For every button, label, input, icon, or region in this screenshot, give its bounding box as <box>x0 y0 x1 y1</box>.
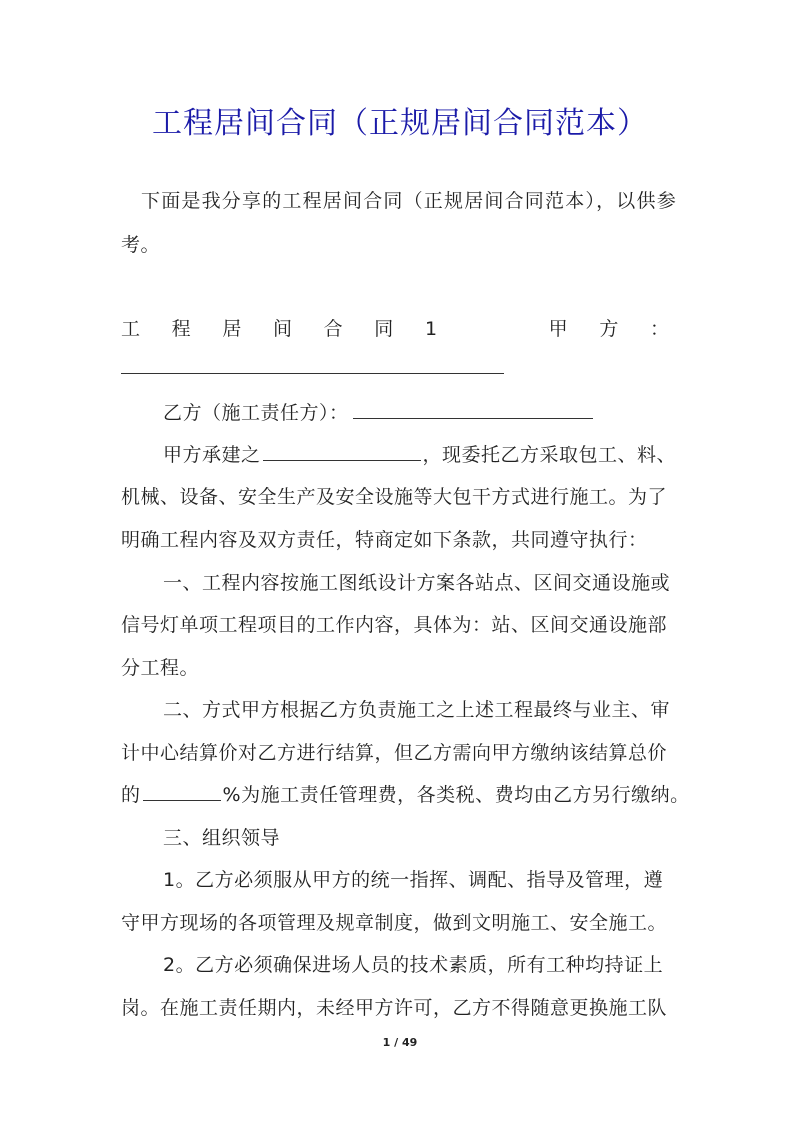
para-e-line-2: 守甲方现场的各项管理及规章制度，做到文明施工、安全施工。 <box>121 912 668 934</box>
heading-char: 同 <box>374 318 394 340</box>
contract-heading-row <box>121 316 669 342</box>
para-f-line-1: 2。乙方必须确保进场人员的技术素质，所有工种均持证上 <box>163 954 664 976</box>
jiafang-blank-line <box>121 372 504 374</box>
percent-blank <box>143 782 221 801</box>
intro-line-2: 考。 <box>121 234 161 256</box>
document-title: 工程居间合同（正规居间合同范本） <box>152 106 648 141</box>
para-a-line-1 <box>163 442 733 468</box>
yifang-line <box>163 400 733 426</box>
para-c-line-1: 二、方式甲方根据乙方负责施工之上述工程最终与业主、审 <box>163 699 671 721</box>
intro-line-1: 下面是我分享的工程居间合同（正规居间合同范本），以供参 <box>141 190 677 212</box>
heading-char: 甲 <box>548 318 568 340</box>
heading-char: 程 <box>171 318 191 340</box>
heading-char: 工 <box>121 318 141 340</box>
para-a-end: ，现委托乙方采取包工、料、 <box>422 444 677 466</box>
para-e-line-1: 1。乙方必须服从甲方的统一指挥、调配、指导及管理，遵 <box>163 869 664 891</box>
page-indicator: 1 / 49 <box>382 1036 418 1049</box>
para-a-line-3: 明确工程内容及双方责任，特商定如下条款，共同遵守执行： <box>121 529 648 551</box>
para-b-line-1: 一、工程内容按施工图纸设计方案各站点、区间交通设施或 <box>163 572 671 594</box>
yifang-blank <box>353 400 593 419</box>
para-f-line-2: 岗。在施工责任期内，未经甲方许可，乙方不得随意更换施工队 <box>121 997 668 1019</box>
para-b-line-2: 信号灯单项工程项目的工作内容，具体为：站、区间交通设施部 <box>121 614 668 636</box>
heading-char: 间 <box>272 318 292 340</box>
yifang-label: 乙方（施工责任方）： <box>163 402 349 424</box>
heading-char: 方 <box>599 318 619 340</box>
para-c-start: 的 <box>121 784 141 806</box>
section-heading-organization: 三、组织领导 <box>163 827 281 849</box>
heading-char: 居 <box>222 318 242 340</box>
heading-char: 1 <box>424 318 438 340</box>
para-a-line-2: 机械、设备、安全生产及安全设施等大包干方式进行施工。为了 <box>121 486 668 508</box>
para-a-start: 甲方承建之 <box>163 444 261 466</box>
para-c-line-2: 计中心结算价对乙方进行结算，但乙方需向甲方缴纳该结算总价 <box>121 742 668 764</box>
para-c-line-3 <box>121 782 691 808</box>
para-b-line-3: 分工程。 <box>121 657 200 679</box>
project-blank <box>263 442 421 461</box>
para-c-end: %为施工责任管理费，各类税、费均由乙方另行缴纳。 <box>222 784 690 806</box>
heading-char: 合 <box>323 318 343 340</box>
heading-char: ： <box>649 318 669 340</box>
